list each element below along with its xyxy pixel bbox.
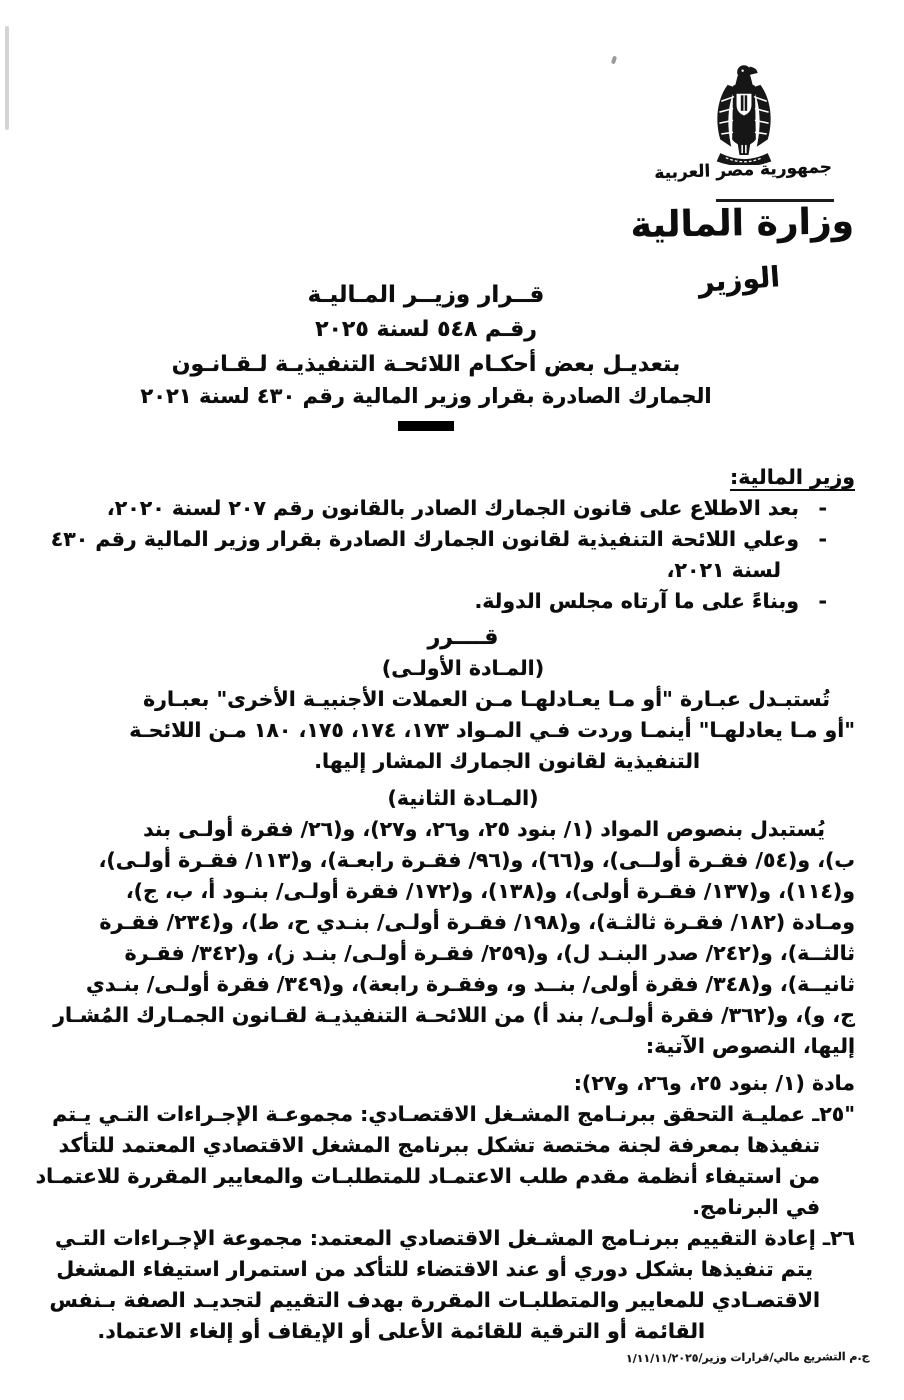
item-26-line-1: ٢٦ـ إعادة التقييم ببرنـامج المشـغل الاقتصادي المعتمد: مجموعة الإجـراءات التـي (55, 1226, 855, 1250)
item-25-line-4: في البرنامج. (692, 1195, 820, 1219)
title-separator-bar (398, 421, 454, 431)
decree-subject-line-1: بتعديـل بعض أحكـام اللائحـة التنفيذيـة لـقـانـون (171, 352, 681, 377)
article-2-line-7: ج، و)، و(٣٦٢/ فقرة أولـى/ بند أ) من اللائحـة التنفيذيـة لقـانون الجمـارك المُشـار (53, 1003, 855, 1027)
decree-number-line: رقـم ٥٤٨ لسنة ٢٠٢٥ (315, 317, 537, 342)
dash-bullet-icon: - (818, 527, 827, 551)
item-25-line-2: تنفيذها بمعرفة لجنة مختصة تشكل ببرنامج المشغل الاقتصادي المعتمد للتأكد (58, 1133, 820, 1157)
article-1-heading: (المـادة الأولـى) (381, 656, 545, 680)
article-2-line-6: ثانيــة)، و(٣٤٨/ فقرة أولى/ بنــد و، وفقـرة رابعة)، و(٣٤٩/ فقرة أولـى/ بنـدي (86, 972, 855, 996)
article-2-line-1: يُستبدل بنصوص المواد (١/ بنود ٢٥، و٢٦، و٢٧)، و(٢٦/ فقرة أولـى بند (143, 817, 825, 841)
decision-word: قــــرر (427, 625, 499, 650)
article-2-line-2: ب)، و(٥٤/ فقـرة أولــى)، و(٦٦)، و(٩٦/ فقـرة رابعـة)، و(١١٣/ فقـرة أولـى)، (98, 848, 855, 872)
item-26-line-3: الاقتصـادي للمعايير والمتطلبـات المقررة بهدف التقييم لتجديـد الصفة بـنفس (49, 1288, 820, 1312)
header-ministry-calligraphy: وزارة المالية (630, 201, 855, 247)
decree-title-block (0, 282, 852, 431)
footer-archival-note: ج.م التشريع مالي/قرارات وزير/١/١١/١١/٢٠٢٥ (626, 1349, 871, 1366)
item-26-line-2: يتم تنفيذها بشكل دوري أو عند الاقتضاء للتأكد من استمرار استيفاء المشغل (56, 1257, 813, 1281)
article-1-line-1: تُستبـدل عبـارة "أو مـا يعـادلهـا مـن العملات الأجنبيـة الأخرى" بعبـارة (143, 687, 830, 711)
scan-artifact-line (5, 26, 9, 130)
scan-artifact-dot (611, 56, 617, 65)
header-minister-calligraphy: الوزير (697, 260, 781, 299)
preamble-heading: وزير المالية: (730, 465, 855, 489)
header-country-calligraphy: جمهورية مصر العربية (653, 157, 833, 184)
item-26-line-4: القائمة أو الترقية للقائمة الأعلى أو الإيقاف أو إلغاء الاعتماد. (97, 1319, 705, 1343)
decree-subject-line-2: الجمارك الصادرة بقرار وزير المالية رقم ٤٣٠ لسنة ٢٠٢١ (140, 384, 712, 408)
article-1-line-3: التنفيذية لقانون الجمارك المشار إليها. (314, 749, 700, 773)
decree-body (35, 462, 855, 1347)
preamble-bullet-3-text: وبناءً على ما آرتاه مجلس الدولة. (474, 589, 799, 613)
dash-bullet-icon: - (818, 589, 827, 613)
preamble-bullet-3 (71, 586, 855, 617)
preamble-bullet-2 (50, 524, 855, 586)
preamble-heading-row (71, 462, 855, 493)
item-25-line-1: "٢٥ـ عمليـة التحقق ببرنـامج المشـغل الاقتصـادي: مجموعـة الإجـراءات التـي يـتم (52, 1102, 855, 1126)
decree-title-line-1: قــرار وزيــر المـاليـة (307, 282, 545, 308)
article-2-line-4: ومـادة (١٨٢/ فقـرة ثالثـة)، و(١٩٨/ فقـرة أولـى/ بنـدي ح، ط)، و(٢٣٤/ فقـرة (99, 910, 855, 934)
dash-bullet-icon: - (818, 496, 827, 520)
article-2-line-5: ثالثــة)، و(٢٤٢/ صدر البنـد ل)، و(٢٥٩/ فقـرة أولـى/ بنـد ز)، و(٣٤٢/ فقـرة (124, 941, 855, 965)
item-25-line-3: من استيفاء أنظمة مقدم طلب الاعتمـاد للمتطلبـات والمعايير المقررة للاعتمـاد (35, 1164, 820, 1188)
preamble-bullet-1 (71, 493, 855, 524)
preamble-bullet-2-line-2: لسنة ٢٠٢١، (666, 558, 781, 582)
article-ref-heading: مادة (١/ بنود ٢٥، و٢٦، و٢٧): (573, 1071, 855, 1095)
preamble-bullet-2-line-1: وعلي اللائحة التنفيذية لقانون الجمارك الصادرة بقرار وزير المالية رقم ٤٣٠ (50, 527, 799, 551)
egypt-eagle-emblem-icon (703, 63, 785, 165)
article-2-heading: (المـادة الثانية) (387, 786, 539, 810)
preamble-bullet-1-text: بعد الاطلاع على قانون الجمارك الصادر بالقانون رقم ٢٠٧ لسنة ٢٠٢٠، (106, 496, 799, 520)
article-1-line-2: "أو مـا يعادلهـا" أينمـا وردت فـي المـواد ١٧٣، ١٧٤، ١٧٥، ١٨٠ مـن اللائحـة (129, 718, 855, 742)
article-2-line-8: إليها، النصوص الآتية: (645, 1034, 855, 1058)
article-2-line-3: و(١١٤)، و(١٣٧/ فقـرة أولى)، و(١٣٨)، و(١٧٢/ فقرة أولـى/ بنـود أ، ب، ج)، (125, 879, 855, 903)
